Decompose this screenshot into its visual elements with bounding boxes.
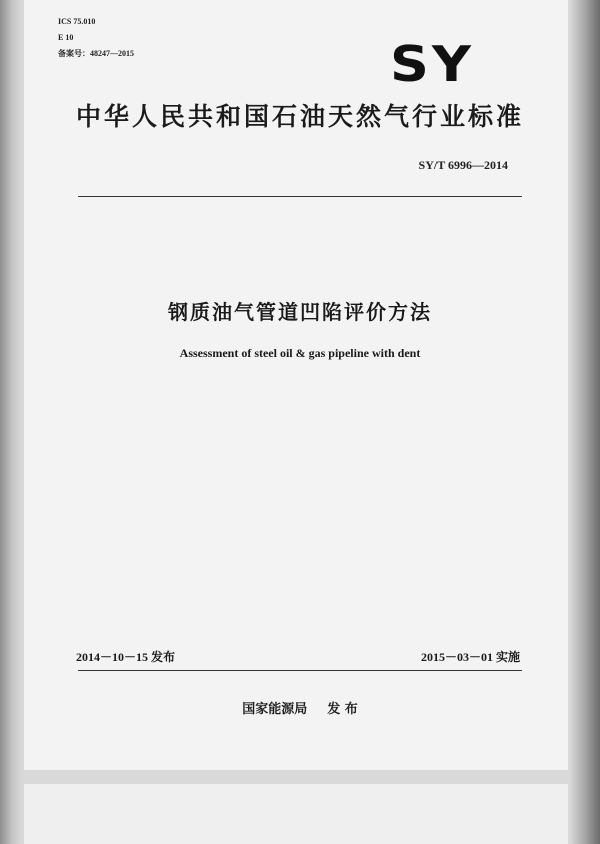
header-divider (78, 196, 522, 197)
footer-divider (78, 670, 522, 671)
next-document-page (24, 784, 568, 844)
issue-date: 2014－10－15 发布 (76, 650, 176, 664)
classification-code: E 10 (58, 33, 74, 42)
publisher-line (0, 698, 600, 717)
sy-logo: SY (390, 36, 474, 93)
implement-date: 2015－03－01 实施 (420, 650, 520, 664)
organization-title: 中华人民共和国石油天然气行业标准 (75, 102, 524, 131)
publisher-action: 发 布 (327, 702, 358, 717)
filing-number: 备案号：48247—2015 (58, 49, 134, 58)
document-title-en: Assessment of steel oil & gas pipeline with dent (179, 346, 421, 360)
standard-number: SY/T 6996—2014 (418, 158, 508, 172)
document-title-cn: 钢质油气管道凹陷评价方法 (168, 300, 432, 324)
publisher-name: 国家能源局 (242, 702, 308, 717)
ics-code: ICS 75.010 (58, 17, 96, 26)
